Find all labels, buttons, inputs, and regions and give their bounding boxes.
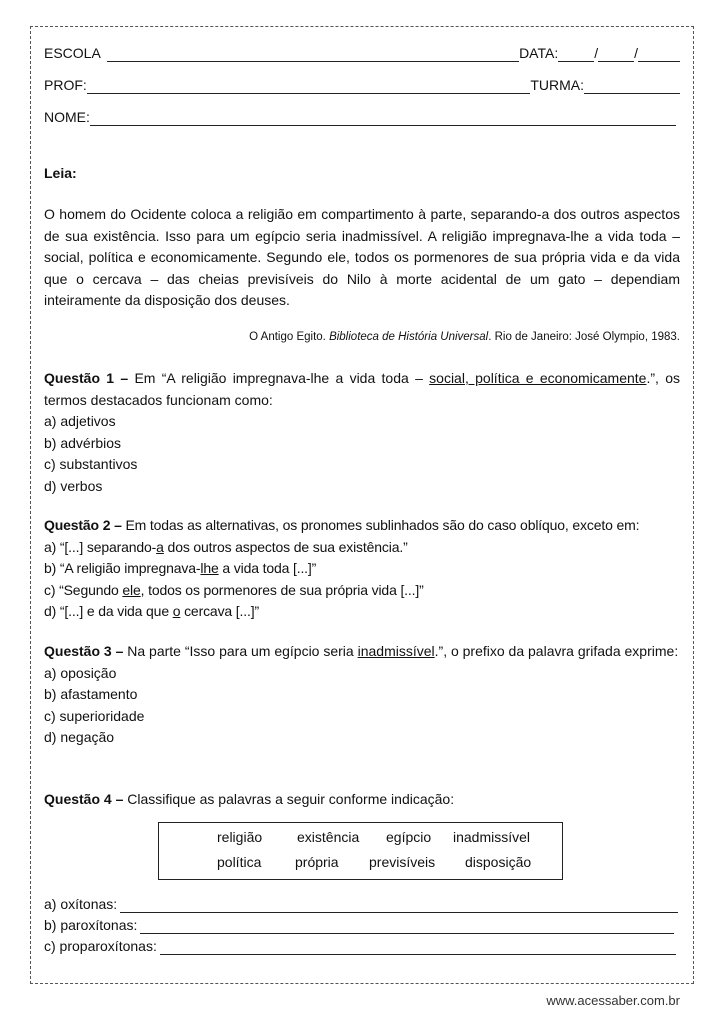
proparoxitonas-row bbox=[44, 937, 676, 955]
q2-option-a[interactable] bbox=[44, 537, 680, 559]
word-disposicao: disposição bbox=[465, 854, 532, 870]
escola-field[interactable] bbox=[107, 47, 519, 62]
word-politica: política bbox=[217, 854, 262, 870]
data-slash-1: / bbox=[594, 45, 599, 61]
q2-option-d-start: d) “[...] e da vida que bbox=[44, 603, 173, 619]
q2-option-b-pronoun: lhe bbox=[200, 560, 219, 576]
q2-option-d-end: cercava [...]” bbox=[180, 603, 260, 619]
proparoxitonas-field[interactable] bbox=[160, 940, 676, 955]
paroxitonas-label: b) paroxítonas: bbox=[44, 917, 138, 933]
q4-label: Questão 4 – bbox=[44, 791, 124, 807]
citation-source: O Antigo Egito. bbox=[249, 331, 326, 343]
data-year-field[interactable] bbox=[638, 47, 680, 62]
prof-field[interactable] bbox=[87, 79, 531, 94]
data-label: DATA: bbox=[519, 45, 559, 61]
q1-option-a[interactable]: a) adjetivos bbox=[44, 413, 116, 429]
nome-field[interactable] bbox=[90, 111, 676, 126]
q1-option-d[interactable]: d) verbos bbox=[44, 477, 103, 494]
q1-stem-start: Em “A religião impregnava-lhe a vida toda – bbox=[128, 370, 430, 386]
nome-row bbox=[44, 108, 676, 126]
word-inadmissivel: inadmissível bbox=[453, 829, 531, 845]
reading-citation bbox=[249, 331, 680, 343]
word-existencia: existência bbox=[297, 829, 360, 845]
q3-stem-start: Na parte “Isso para um egípcio seria bbox=[123, 643, 358, 659]
question-3 bbox=[44, 641, 680, 749]
q2-option-c-end: , todos os pormenores de sua própria vida [...]” bbox=[140, 581, 424, 598]
q2-option-c[interactable] bbox=[44, 580, 680, 602]
word-propria: própria bbox=[295, 854, 339, 870]
q4-stem: Classifique as palavras a seguir conforme indicação: bbox=[123, 791, 455, 807]
q2-option-c-start: c) “Segundo bbox=[44, 581, 123, 598]
q3-label: Questão 3 – bbox=[44, 643, 124, 659]
q3-stem-underlined: inadmissível bbox=[357, 643, 435, 659]
word-egipcio: egípcio bbox=[386, 829, 432, 845]
footer-site[interactable]: www.acessaber.com.br bbox=[546, 993, 680, 1008]
q2-option-b-end: a vida toda [...]” bbox=[218, 560, 317, 576]
oxitonas-row bbox=[44, 895, 678, 913]
turma-label: TURMA: bbox=[530, 77, 584, 93]
q2-option-c-pronoun: ele bbox=[122, 581, 141, 598]
word-religiao: religião bbox=[217, 829, 263, 845]
q2-option-a-start: a) “[...] separando- bbox=[44, 538, 157, 555]
prof-row bbox=[44, 76, 680, 94]
data-month-field[interactable] bbox=[598, 47, 634, 62]
q2-option-b[interactable] bbox=[44, 558, 680, 580]
q2-option-a-end: dos outros aspectos de sua existência.” bbox=[163, 538, 408, 555]
word-box bbox=[158, 822, 563, 880]
oxitonas-label: a) oxítonas: bbox=[44, 896, 118, 912]
question-4 bbox=[44, 789, 680, 811]
oxitonas-field[interactable] bbox=[120, 898, 678, 913]
q2-stem: Em todas as alternativas, os pronomes sublinhados são do caso oblíquo, exceto em: bbox=[121, 517, 640, 533]
data-day-field[interactable] bbox=[558, 47, 594, 62]
q2-option-d[interactable] bbox=[44, 601, 680, 623]
reading-instruction: Leia: bbox=[44, 165, 77, 181]
q1-label: Questão 1 – bbox=[44, 370, 129, 386]
q1-option-c[interactable]: c) substantivos bbox=[44, 456, 138, 472]
escola-row bbox=[44, 44, 680, 62]
turma-field[interactable] bbox=[584, 79, 680, 94]
q3-option-d[interactable]: d) negação bbox=[44, 729, 115, 745]
paroxitonas-field[interactable] bbox=[140, 919, 674, 934]
word-previsiveis: previsíveis bbox=[369, 854, 436, 870]
paroxitonas-row bbox=[44, 916, 674, 934]
citation-book: Biblioteca de História Universal bbox=[329, 331, 489, 343]
prof-label: PROF: bbox=[44, 77, 87, 93]
question-1 bbox=[44, 368, 680, 497]
data-slash-2: / bbox=[634, 45, 638, 61]
q1-option-b[interactable]: b) advérbios bbox=[44, 434, 122, 451]
escola-label: ESCOLA bbox=[44, 45, 101, 61]
q3-option-c[interactable]: c) superioridade bbox=[44, 707, 145, 724]
q2-option-b-start: b) “A religião impregnava- bbox=[44, 560, 201, 576]
proparoxitonas-label: c) proparoxítonas: bbox=[44, 938, 157, 954]
reading-text: O homem do Ocidente coloca a religião em compartimento à parte, separando-a dos outros aspectos de sua existência. Isso para um egípcio seria inadmissível. A religião impregnava-lhe a vida toda – social, política e economicamente. Segundo ele, todos os pormenores de sua própria vida e da vida que o cercava – das cheias previsíveis do Nilo à morte acidental de um gato – dependiam inteiramente da disposição dos deuses. bbox=[44, 206, 680, 308]
citation-publisher: . Rio de Janeiro: José Olympio, 1983. bbox=[488, 331, 680, 343]
q3-stem-end: .”, o prefixo da palavra grifada exprime: bbox=[434, 643, 679, 659]
q1-stem-underlined: social, política e economicamente bbox=[429, 370, 647, 386]
q2-label: Questão 2 – bbox=[44, 517, 122, 533]
q3-option-a[interactable]: a) oposição bbox=[44, 664, 117, 681]
q3-option-b[interactable]: b) afastamento bbox=[44, 686, 138, 702]
q2-option-a-pronoun: a bbox=[156, 538, 164, 555]
q1-stem-end: .”, os termos destacados funcionam como: bbox=[44, 370, 680, 408]
q2-option-d-pronoun: o bbox=[172, 603, 181, 619]
nome-label: NOME: bbox=[44, 109, 90, 125]
question-2 bbox=[44, 515, 680, 623]
